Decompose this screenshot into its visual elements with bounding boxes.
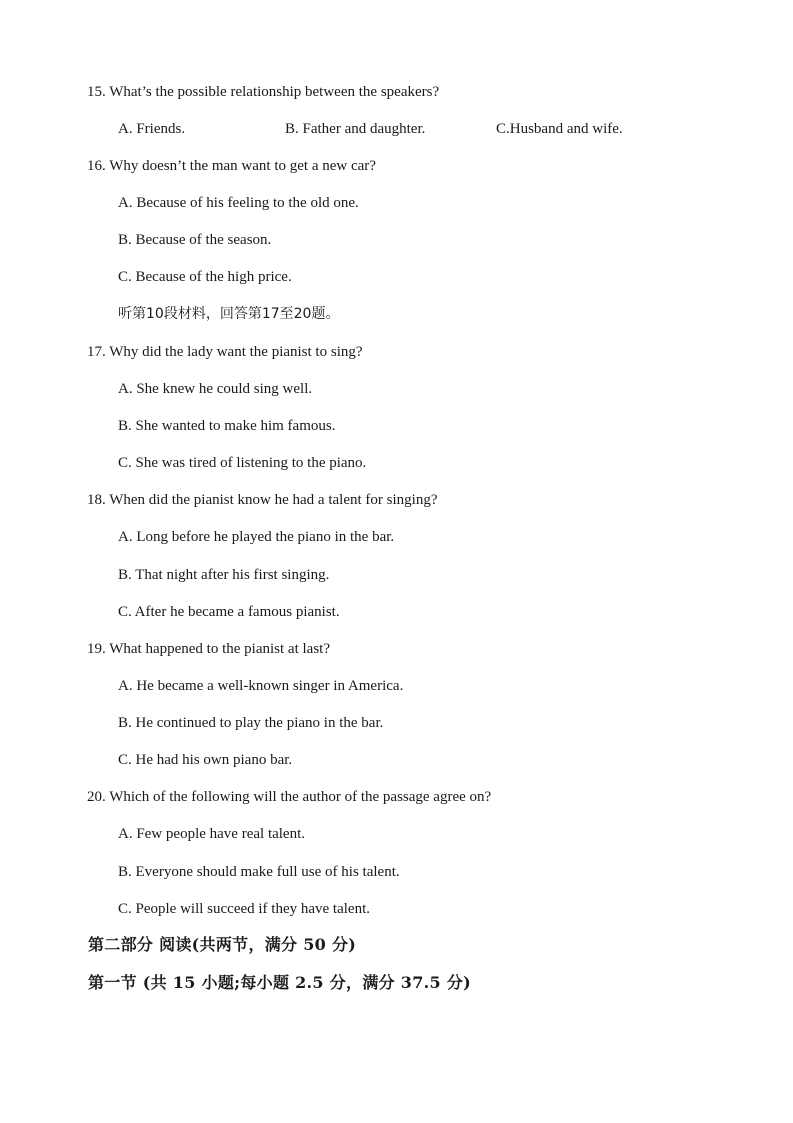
part-two-heading: 第二部分 阅读(共两节，满分 50 分) [88,935,357,954]
q19-option-a: A. He became a well-known singer in America. [118,678,404,694]
q16-option-a: A. Because of his feeling to the old one. [118,195,359,211]
q16-option-c: C. Because of the high price. [118,269,292,285]
q18-option-b: B. That night after his first singing. [118,567,330,583]
question-19: 19. What happened to the pianist at last? [87,641,330,657]
q17-option-c: C. She was tired of listening to the piano. [118,455,367,471]
q17-option-a: A. She knew he could sing well. [118,381,313,397]
q20-option-b: B. Everyone should make full use of his talent. [118,864,400,880]
q17-option-b: B. She wanted to make him famous. [118,418,336,434]
q15-option-c: C.Husband and wife. [496,121,623,137]
q19-option-b: B. He continued to play the piano in the bar. [118,715,384,731]
q18-option-c: C. After he became a famous pianist. [118,604,340,620]
q15-option-a: A. Friends. [118,121,186,137]
q15-option-b: B. Father and daughter. [285,121,426,137]
section-one-heading: 第一节 (共 15 小题;每小题 2.5 分，满分 37.5 分) [88,973,472,992]
q18-option-a: A. Long before he played the piano in the bar. [118,529,395,545]
question-16: 16. Why doesn’t the man want to get a new car? [87,158,376,174]
question-18: 18. When did the pianist know he had a talent for singing? [87,492,438,508]
q16-option-b: B. Because of the season. [118,232,272,248]
question-20: 20. Which of the following will the author of the passage agree on? [87,789,492,805]
q20-option-a: A. Few people have real talent. [118,826,306,842]
q19-option-c: C. He had his own piano bar. [118,752,293,768]
listening-instruction: 听第10段材料，回答第17至20题。 [118,306,340,322]
q20-option-c: C. People will succeed if they have talent. [118,901,371,917]
question-17: 17. Why did the lady want the pianist to sing? [87,344,363,360]
question-15: 15. What’s the possible relationship between the speakers? [87,84,440,100]
